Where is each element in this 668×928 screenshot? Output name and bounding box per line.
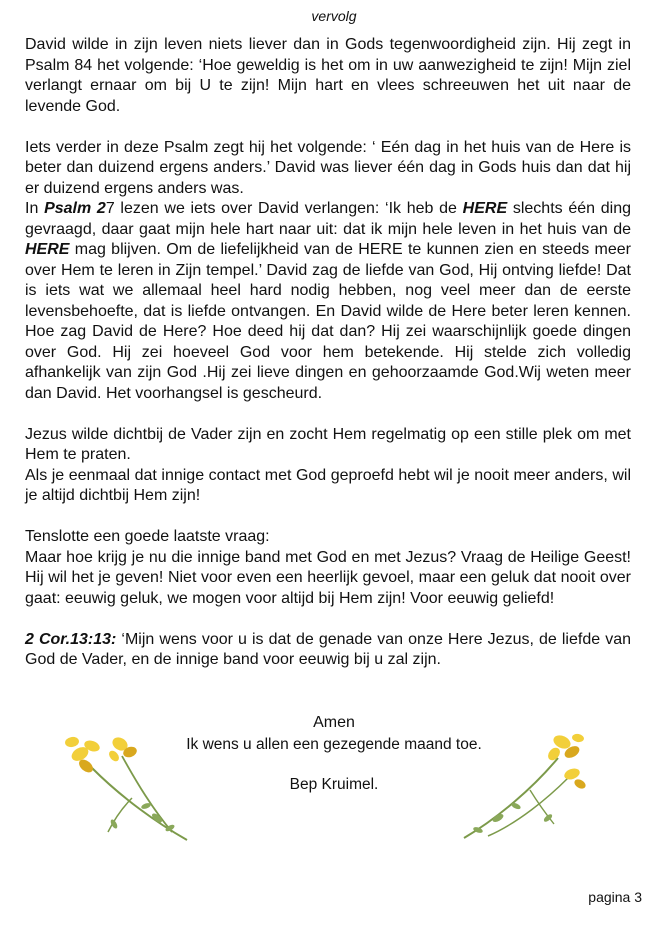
paragraph-8 <box>25 630 631 671</box>
paragraph-7: Maar hoe krijg je nu die innige band met God en met Jezus? Vraag de Heilige Geest! Hij wil het je geven! Niet voor even een heerlijk gevoel, maar een geluk dat nooit over gaat: eeuwig geluk, we mogen voor altijd bij Hem zijn! Voor eeuwig geliefd! <box>25 548 631 607</box>
p3-text-1: In <box>25 200 45 217</box>
paragraph-5: Als je eenmaal dat innige contact met God geproefd hebt wil je nooit meer anders, wil je altijd dichtbij Hem zijn! <box>25 466 631 504</box>
closing-wish: Ik wens u allen een gezegende maand toe. <box>186 736 482 753</box>
paragraph-2: Iets verder in deze Psalm zegt hij het volgende: ‘ Eén dag in het huis van de Here is beter dan duizend ergens anders.’ David was liever één dag in Gods huis dan dat hij er duizend ergens anders was. <box>25 138 631 197</box>
flower-left-blossoms <box>64 735 138 775</box>
flower-left-stems <box>92 756 187 840</box>
bible-reference: 2 Cor.13:13: <box>25 630 117 648</box>
p3-text-3: slechts één ding gevraagd, daar gaat mijn hele hart naar uit: dat ik mijn hele leven in het huis van de <box>25 200 631 238</box>
p3-here-2: HERE <box>25 241 70 258</box>
paragraph-6: Tenslotte een goede laatste vraag: <box>25 528 270 545</box>
p3-psalm-ref: Psalm 2 <box>44 200 106 217</box>
paragraph-8-text: ‘Mijn wens voor u is dat de genade van onze Here Jezus, de liefde van God de Vader, en de innige band voor eeuwig bij u zal zijn. <box>25 630 631 668</box>
page-header: vervolg <box>311 8 357 24</box>
p3-text-4: mag blijven. Om de liefelijkheid van de HERE te kunnen zien en steeds meer over Hem te leren in Zijn tempel.’ David zag de liefde van God, Hij ontving liefde! Dat is iets wat we allemaal heel hard nodig hebben, nog veel meer dan de eerste levensbehoefte, dat is liefde ontvangen. En David wilde de Here beter leren kennen. Hoe zag David de Here? Hoe deed hij dat dan? Hij zei waarschijnlijk goede dingen over God. Hij zei hoeveel God voor hem betekende. Hij stelde zich volledig afhankelijk van zijn God .Hij zei lieve dingen en gehoorzaamde God.Wij weten meer dan David. Het voorhangsel is gescheurd. <box>25 241 631 402</box>
flower-right-stems <box>464 758 568 838</box>
paragraph-1: David wilde in zijn leven niets liever dan in Gods tegenwoordigheid zijn. Hij zegt in Psalm 84 het volgende: ‘Hoe geweldig is het om in uw aanwezigheid te zijn! Mijn ziel verlangt ernaar om bij U te zijn! Mijn hart en vlees schreeuwen het uit naar de levende God. <box>25 36 631 115</box>
article-body <box>25 35 631 671</box>
page-number: pagina 3 <box>588 889 642 905</box>
paragraph-3 <box>25 199 631 404</box>
signature: Bep Kruimel. <box>289 776 379 793</box>
p3-here-1: HERE <box>462 200 508 217</box>
p3-text-2: 7 lezen we iets over David verlangen: ‘Ik heb de <box>105 200 463 217</box>
paragraph-4: Jezus wilde dichtbij de Vader zijn en zocht Hem regelmatig op een stille plek om met Hem te praten. <box>25 425 631 463</box>
flower-right-icon <box>458 728 588 843</box>
amen-text: Amen <box>313 714 355 731</box>
flower-right-blossoms <box>546 733 588 791</box>
flower-left-icon <box>62 728 197 846</box>
